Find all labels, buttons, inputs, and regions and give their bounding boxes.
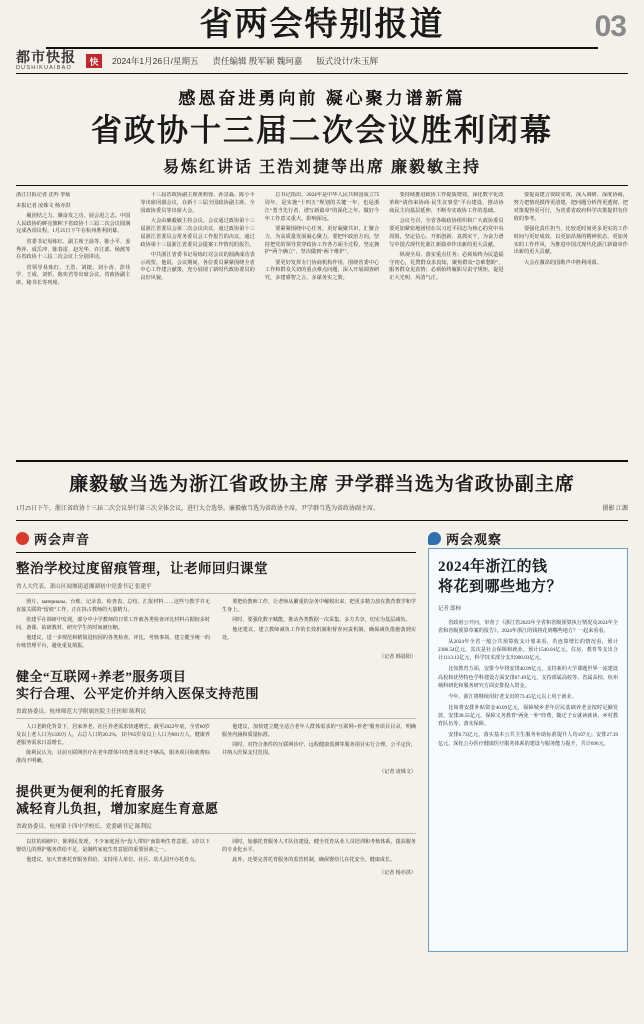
article-item xyxy=(16,669,416,775)
article-title: 提供更为便利的托育服务 xyxy=(16,783,165,799)
observation-tag-label: 两会观察 xyxy=(446,532,503,548)
masthead-rule xyxy=(46,47,598,49)
article-paragraph: 他建议，加快建立健全适合老年人群体需求的“互联网+养老”服务项目目录，明确服务内涵和质量标准。 xyxy=(222,723,416,738)
lead-paragraph: 中共浙江省委书记易炼红对会议的圆满成功表示祝贺。他说，会议期间，各位委员紧紧围绕全省中心工作建言献策，充分展现了新时代政协委员的良好风貌。 xyxy=(140,251,255,282)
observation-paragraph: 今年，浙江将继续用好老支出的73.45亿元以上用于就业。 xyxy=(448,693,577,700)
observation-body xyxy=(438,619,618,748)
article-paragraph: 以往的调研中，陈利民发现，不少家庭因为“没人带娃”而影响生育意愿。3岁以下婴幼儿的照护服务供给不足，是制约家庭生育意愿的重要因素之一。 xyxy=(16,838,210,853)
article-byline: 省政协委员、杭州师范大学附属医院主任医师 陈利民 xyxy=(16,707,416,719)
lead-paragraph: 总书记指出，2024年是中华人民共和国成立75周年，是实施“十四五”规划的关键一年，也是浙江“勇当先行者、谱写新篇章”的深化之年。做好今年工作意义重大、影响深远。 xyxy=(264,192,380,222)
secondary-caption-text: 1月25日下午，浙江省政协十三届二次会议举行第三次全体会议，进行大会选举。廉毅敏当选为省政协主席，尹学群当选为省政协副主席。 xyxy=(16,506,380,513)
article-body xyxy=(16,839,416,868)
article-title: 整治学校过度留痕管理，让老师回归课堂 xyxy=(16,561,268,577)
lead-paragraph: 大会由廉毅敏主持会议。会议通过政协第十三届浙江省委员会第二次会议决议，通过政协第十三届浙江省委员会常务委员会工作报告的决议，通过政协第十三届浙江省委员会提案工作情况的报告。 xyxy=(140,218,255,248)
observation-paragraph: 比如将安排补贴资金40.09亿元，保障城乡老年居民基础养老金按时足额发放，安排28.55亿元，保障义务教育“两免一补”经费，随迁子女就读就读、乡村教育队伍等，落实保障。 xyxy=(438,705,618,728)
lead-main-headline: 省政协十三届二次会议胜利闭幕 xyxy=(91,113,553,149)
article-item xyxy=(16,560,416,660)
secondary-caption xyxy=(16,503,628,514)
article-paragraph: 他还建议，建立教师减负工作的长效机制和督查问责机制，确保减负措施落到实处。 xyxy=(222,627,416,642)
observation-paragraph: 省政府公开问，审查了《浙江省2023年全省和省级预算执行情况及2024年全省和省级预算草案的报告》。2024年浙江的钱将花到哪些地方？一起来看看。 xyxy=(438,619,618,634)
masthead-infobar xyxy=(16,49,628,75)
article-title-line2: 实行合理、公平定价并纳入医保支持范围 xyxy=(16,686,260,702)
article-signature: （记者 韩晨阳） xyxy=(379,654,416,661)
page-title: 省两会特别报道 xyxy=(199,7,445,43)
brand-logo-icon: 快 xyxy=(86,54,102,68)
observation-box xyxy=(428,548,628,952)
article-item xyxy=(16,784,416,876)
article-paragraph: 人口老龄化背景下，居家养老、社区养老需求快速增长。截至2022年底，全省60岁及以上老人口为1339万人，占总人口的20.2%，其中65岁及以上人口为981万人，健康养老服务需求日益增长。 xyxy=(16,723,210,746)
article-paragraph: 同时，对符合条件的互联网诊疗、远程健康监测等服务项目实行合理、公平定价，并纳入医保支付范围。 xyxy=(222,742,416,757)
article-paragraph: 张建平在调研中发现，部分中小学教师的日常工作被各类检查评比材料占据较多时间，备课、钻研教材、研究学生的时间被压缩。 xyxy=(16,617,210,631)
voices-tag-divider xyxy=(16,552,416,553)
brand-name-cn: 都市快报 xyxy=(16,50,76,66)
byline-divider xyxy=(16,185,628,186)
article-signature: （记者 杨亦淇） xyxy=(379,870,416,877)
photo-credit: 摄影 江源 xyxy=(602,506,628,513)
voices-tag-label: 两会声音 xyxy=(34,532,91,548)
lead-paragraph: 十三届省政协副主席黄莉蓉、孙景淼、陈小平等出席闭幕会议，在新十三届全国政协副主席、全国政协委员等出席大会。 xyxy=(140,192,255,214)
lead-paragraph: 履团结之力、聚奋发之功、展会进之志。中国人民政协的鲜亮旗帜下省政协十三届二次会议圆满完成各项议程，1月25日下午在杭州胜利闭幕。 xyxy=(16,212,131,235)
lead-paragraph: 要提高建言资政实效，深入调研、深度协商，努力把情况摸得更清楚、把问题分析得更透彻、把对策提得更可行，为省委省政府科学决策提供有价值的参考。 xyxy=(513,192,628,222)
brand-name-en: DUSHIKUAIBAO xyxy=(16,64,72,71)
lead-byline-1: 浙江日报记者 沈吟 李灿 xyxy=(16,192,71,199)
observation-paragraph: 从2024年全省一般公共预算收支计划来看，若连算增长的情况看，预计2386.54亿元，其次是社会保障和就业、预计1540.04亿元、住房、教育等支出合计1113.13亿元，科学技术部分支出900.83亿元。 xyxy=(438,639,618,662)
megaphone-icon xyxy=(16,532,29,545)
article-paragraph: 此外，还要完善托育服务的监管机制，确保婴幼儿在托安全、健康成长。 xyxy=(232,856,396,863)
lead-paragraph: 要更好发挥专门协商机构作用，围绕省委中心工作和群众关切的重点难点问题，深入开展调查研究，多建睿智之言、多谋务实之策。 xyxy=(264,259,380,282)
article-paragraph: 同时，加强托育服务人才队伍建设，健全托育从业人员培训和考核体系，提高服务的专业化水平。 xyxy=(222,838,416,853)
editor-credit: 责任编辑 殷军颖 魏珂嘉 xyxy=(212,56,303,67)
article-paragraph: 他建议，加大普惠托育服务供给，支持用人单位、社区、幼儿园开办托育点。 xyxy=(26,856,200,863)
article-paragraph: 照片、материалы、台账、记录表、检查表、总结、汇报材料……这些与教学并无直接关联的“留痕”工作，正在挤占教师的大量精力。 xyxy=(16,598,210,613)
lead-paragraph: 省委书记易炼红、副主席王晨等、陈小平、姜秀萍、成岳冲、陈春雷、赵光华、许江部、杨渡等在省政协十三届二次会议上分别讲话。 xyxy=(16,238,131,261)
article-body xyxy=(16,599,416,651)
article-paragraph: 要把给教师工作，让老师从繁重的杂务中解脱出来，把更多精力放在教育教学和学生身上。 xyxy=(222,598,416,613)
observation-title-line2: 将花到哪些地方？ xyxy=(438,579,563,596)
article-paragraph: 同时，要强化数字赋能，推动各类数据一次采集、多方共享，切实为基层减负。 xyxy=(232,617,411,624)
lead-sub-headline: 易炼红讲话 王浩刘捷等出席 廉毅敏主持 xyxy=(162,159,481,177)
designer-credit: 版式设计/朱玉辉 xyxy=(316,56,379,67)
article-byline: 省政协委员、杭州第十四中学校长、党委副书记 陈利民 xyxy=(16,822,416,834)
observation-author: 记者 郎柿 xyxy=(438,605,461,612)
masthead xyxy=(16,6,628,49)
secondary-headline-band xyxy=(16,460,628,521)
observation-paragraph: 安排6.73亿元，落实基本公共卫生服务补助标准提升人均107元；安排27.39亿元，深化公办医疗健康医疗服务体系的建设与服务能力提升，共计690元。 xyxy=(438,732,618,747)
observation-section-tag xyxy=(428,529,628,548)
eye-icon xyxy=(428,532,441,545)
article-body xyxy=(16,724,416,766)
lead-paragraph: 省领导易炼红、王浩、刘捷、刘小涛、彭佳学、王成、刘忻、陈奕君等出席会议。省政协副主席、秘书长等列席。 xyxy=(16,264,131,287)
voices-section-tag xyxy=(16,529,416,548)
lead-shoulder-headline: 感恩奋进勇向前 凝心聚力谱新篇 xyxy=(178,89,466,109)
lead-byline-2: 本报记者 凌姝文 杨亦淇 xyxy=(16,202,71,209)
lead-paragraph: 大会在激昂的国歌声中胜利闭幕。 xyxy=(523,259,602,266)
observation-column xyxy=(428,529,628,959)
secondary-headline: 廉毅敏当选为浙江省政协主席 尹学群当选为省政协副主席 xyxy=(69,474,575,496)
lower-section xyxy=(16,529,628,959)
observation-title: 2024年浙江的钱 xyxy=(438,559,548,576)
lead-paragraph: 纵观全局、落实重点任务；必须始终为民造福守初心，礼赞群众求真知，聚焦群众“急难愁盼”，服务群众见真情；必须始终履职尽责守规矩，促进正大光明、风清气正。 xyxy=(389,251,504,282)
newspaper-brand xyxy=(16,52,76,72)
voices-column xyxy=(16,529,416,959)
article-byline: 省人大代表、萧山区闻堰街道湘湖初中党委书记 张建平 xyxy=(16,582,416,594)
lead-paragraph: 要持续推进政协工作提质增效，深化数字化改革和“请你来协商·民生议事堂”平台建设，推动协商民主向基层延伸，不断夯实政协工作的基础。 xyxy=(389,192,504,214)
article-title-line2: 减轻育儿负担，增加家庭生育意愿 xyxy=(16,800,219,816)
lead-paragraph: 会议号召，全省各级政协组织和广大政协委员要更加紧密地团结在以习近平同志为核心的党中央周围，坚定信心、开拓创新、真抓实干，为奋力谱写中国式现代化浙江新篇章作出新的更大贡献。 xyxy=(389,218,504,248)
lead-paragraph: 要紧紧围绕中心任务，更好凝聚共识，汇聚合力，为高质量发展凝心聚力。要把牢政治方向，坚持把党的领导贯穿政协工作各方面全过程，坚定拥护“两个确立”、坚决做到“两个维护”。 xyxy=(264,225,380,256)
observation-paragraph: 比如教育方面，安排今年将安排40.99亿元，支持新的大学课题世界一流建设高校和优势特色学科建设方面安排67.49亿元，支持部属高校等、省属高校、杭州城科研化和服务研究方面安排投入资金。 xyxy=(438,666,618,689)
lead-paragraph: 要强化责任担当，比较近时间更多更实的工作时间与更好成效，以更加昂扬的精神状态、更加务实的工作作风，为推进中国式现代化浙江新篇章作出新的更大贡献。 xyxy=(513,225,628,256)
masthead-meta xyxy=(112,55,378,67)
publication-date: 2024年1月26日/星期五 xyxy=(112,56,199,67)
lead-body-columns xyxy=(16,192,628,454)
article-signature: （记者 凌姝文） xyxy=(379,768,416,775)
page-number: 03 xyxy=(594,10,626,43)
article-paragraph: 他建议，进一步规范和精简进校园的各类检查、评比、考核事项，建立健全统一的台账管理平台，避免重复填报。 xyxy=(16,635,210,650)
article-paragraph: 陈利民认为，目前互联网医疗在老年群体中的普及率还不够高，服务项目和收费标准尚不明确。 xyxy=(16,750,210,764)
article-title: 健全“互联网+养老”服务项目 xyxy=(16,669,187,685)
